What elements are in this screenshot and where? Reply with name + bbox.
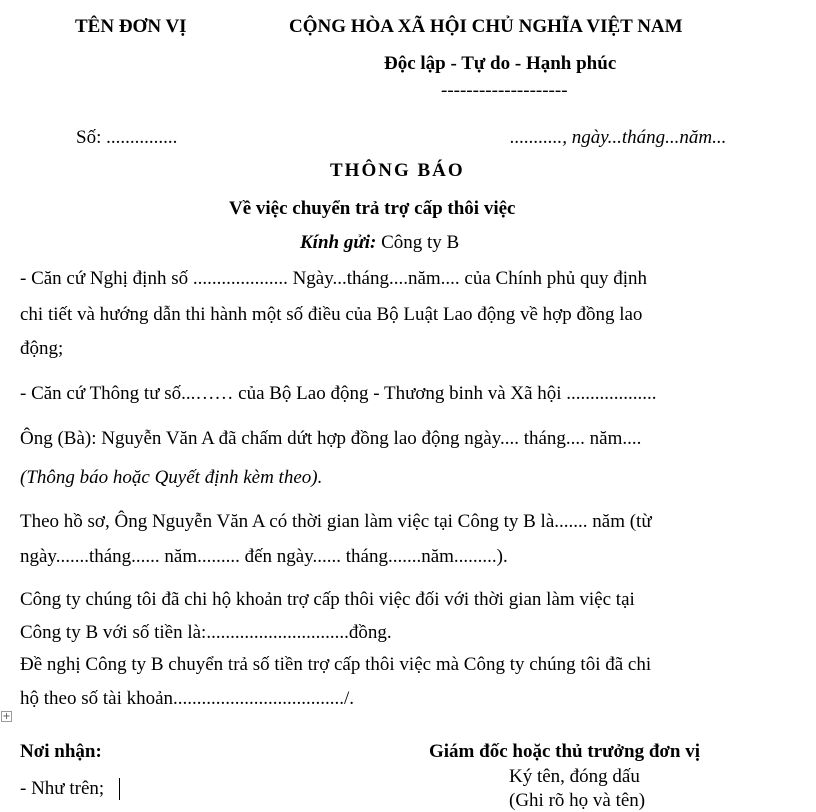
paragraph-line: Đề nghị Công ty B chuyển trả số tiền trợ cấp thôi việc mà Công ty chúng tôi đã chi [20,654,652,675]
addressee-value: Công ty B [376,232,460,253]
paragraph-line: chi tiết và hướng dẫn thi hành một số điều của Bộ Luật Lao động về hợp đồng lao [20,304,643,325]
motto: Độc lập - Tự do - Hạnh phúc [384,53,617,74]
recipients-label: Nơi nhận: [20,741,102,762]
text-cursor [119,778,120,800]
addressee-label: Kính gửi: [300,232,377,253]
paragraph-line: hộ theo số tài khoản..................................../. [20,688,355,709]
move-arrows-icon[interactable]: + [2,711,11,722]
recipients-item: - Như trên; [20,778,105,799]
signature-note-name: (Ghi rõ họ và tên) [509,790,646,811]
paragraph-line: động; [20,338,64,359]
motto-separator: -------------------- [441,80,568,101]
signer-title: Giám đốc hoặc thủ trưởng đơn vị [429,741,701,762]
addressee [300,232,459,254]
document-number: Số: ............... [76,127,178,148]
document-subject: Về việc chuyển trả trợ cấp thôi việc [229,198,516,219]
paragraph-line: Công ty B với số tiền là:..............................đồng. [20,622,392,643]
paragraph-line: Ông (Bà): Nguyễn Văn A đã chấm dứt hợp đồng lao động ngày.... tháng.... năm.... [20,428,642,449]
paragraph-line: Công ty chúng tôi đã chi hộ khoản trợ cấp thôi việc đối với thời gian làm việc tại [20,589,635,610]
paragraph-line: Theo hồ sơ, Ông Nguyễn Văn A có thời gian làm việc tại Công ty B là....... năm (từ [20,511,652,532]
country-name: CỘNG HÒA XÃ HỘI CHỦ NGHĨA VIỆT NAM [289,16,683,37]
signature-note: Ký tên, đóng dấu [509,766,640,787]
paragraph-line: ngày.......tháng...... năm......... đến ngày...... tháng.......năm.........). [20,546,508,567]
place-date: ..........., ngày...tháng...năm... [510,127,727,148]
document-title: THÔNG BÁO [330,160,465,181]
unit-name: TÊN ĐƠN VỊ [75,16,187,37]
paragraph-line: - Căn cứ Thông tư số...…… của Bộ Lao động - Thương binh và Xã hội ................... [20,383,657,404]
paragraph-line: (Thông báo hoặc Quyết định kèm theo). [20,467,323,488]
paragraph-line: - Căn cứ Nghị định số .................... Ngày...tháng....năm.... của Chính phủ quy định [20,268,648,289]
